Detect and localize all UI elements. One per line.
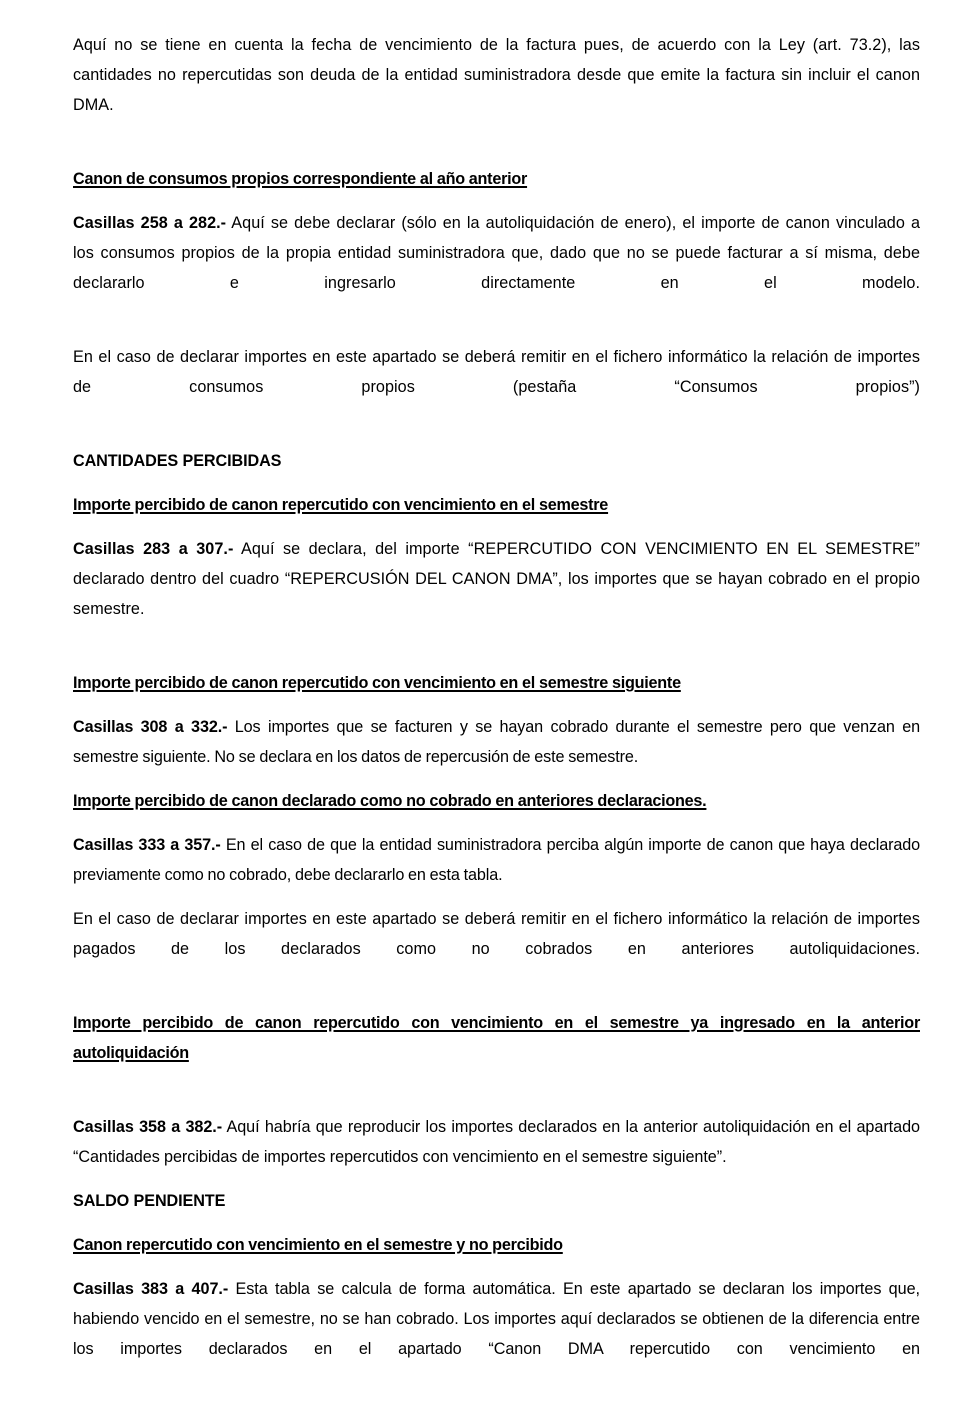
paragraph-fichero-consumos-propios: En el caso de declarar importes en este apartado se deberá remitir en el fichero informático la relación de importes de consumos propios (pestaña “Consumos propios”) [73, 348, 920, 396]
paragraph-casillas-283-307 [73, 534, 920, 654]
heading-importe-percibido-ya-ingresado: Importe percibido de canon repercutido con vencimiento en el semestre ya ingresado en la anterior autoliquidación [73, 1014, 920, 1062]
body-casillas-383-407: Esta tabla se calcula de forma automática. En este apartado se declaran los importes que, habiendo vencido en el semestre, no se han cobrado. Los importes aquí declarados se obtienen de la diferencia entre los importes declarados en el apartado “Canon DMA repercutido con vencimiento en [73, 1280, 920, 1358]
lead-casillas-333-357: Casillas 333 a 357.- [73, 836, 221, 854]
lead-casillas-308-332: Casillas 308 a 332.- [73, 718, 228, 736]
body-casillas-358-382: Aquí habría que reproducir los importes declarados en la anterior autoliquidación en el apartado “Cantidades percibidas de importes repercutidos con vencimiento en el semestre siguiente”. [73, 1118, 920, 1166]
paragraph-fichero-pagados: En el caso de declarar importes en este apartado se deberá remitir en el fichero informático la relación de importes pagados de los declarados como no cobrados en anteriores autoliquidaciones. [73, 910, 920, 958]
lead-casillas-283-307: Casillas 283 a 307.- [73, 540, 234, 558]
paragraph-casillas-358-382 [73, 1112, 920, 1172]
paragraph-casillas-383-407 [73, 1274, 920, 1394]
lead-casillas-383-407: Casillas 383 a 407.- [73, 1280, 229, 1298]
heading-canon-consumos-propios: Canon de consumos propios correspondiente al año anterior [73, 170, 528, 188]
paragraph-casillas-258-282 [73, 208, 920, 328]
lead-casillas-358-382: Casillas 358 a 382.- [73, 1118, 223, 1136]
document-body [73, 30, 920, 1408]
body-casillas-308-332: Los importes que se facturen y se hayan cobrado durante el semestre pero que venzan en semestre siguiente. No se declara en los datos de repercusión de este semestre. [73, 718, 920, 766]
paragraph-intro: Aquí no se tiene en cuenta la fecha de vencimiento de la factura pues, de acuerdo con la Ley (art. 73.2), las cantidades no repercutidas son deuda de la entidad suministradora desde que emite la factura sin incluir el canon DMA. [73, 36, 920, 114]
heading-importe-percibido-semestre: Importe percibido de canon repercutido con vencimiento en el semestre [73, 496, 609, 514]
heading-importe-percibido-semestre-siguiente: Importe percibido de canon repercutido con vencimiento en el semestre siguiente [73, 674, 681, 692]
paragraph-casillas-308-332 [73, 712, 920, 772]
body-casillas-333-357: En el caso de que la entidad suministradora perciba algún importe de canon que haya declarado previamente como no cobrado, debe declararlo en esta tabla. [73, 836, 921, 884]
heading-saldo-pendiente: SALDO PENDIENTE [73, 1192, 226, 1210]
paragraph-casillas-333-357 [73, 830, 920, 890]
heading-canon-no-percibido: Canon repercutido con vencimiento en el semestre y no percibido [73, 1236, 563, 1254]
body-casillas-283-307: Aquí se declara, del importe “REPERCUTIDO CON VENCIMIENTO EN EL SEMESTRE” declarado dentro del cuadro “REPERCUSIÓN DEL CANON DMA”, los importes que se hayan cobrado en el propio semestre. [73, 540, 920, 618]
body-casillas-258-282: Aquí se debe declarar (sólo en la autoliquidación de enero), el importe de canon vinculado a los consumos propios de la propia entidad suministradora que, dado que no se puede facturar a sí misma, debe declararlo e ingresarlo directamente en el modelo. [73, 214, 920, 292]
heading-cantidades-percibidas: CANTIDADES PERCIBIDAS [73, 452, 282, 470]
heading-importe-percibido-no-cobrado: Importe percibido de canon declarado como no cobrado en anteriores declaraciones. [73, 792, 707, 810]
lead-casillas-258-282: Casillas 258 a 282.- [73, 214, 227, 232]
